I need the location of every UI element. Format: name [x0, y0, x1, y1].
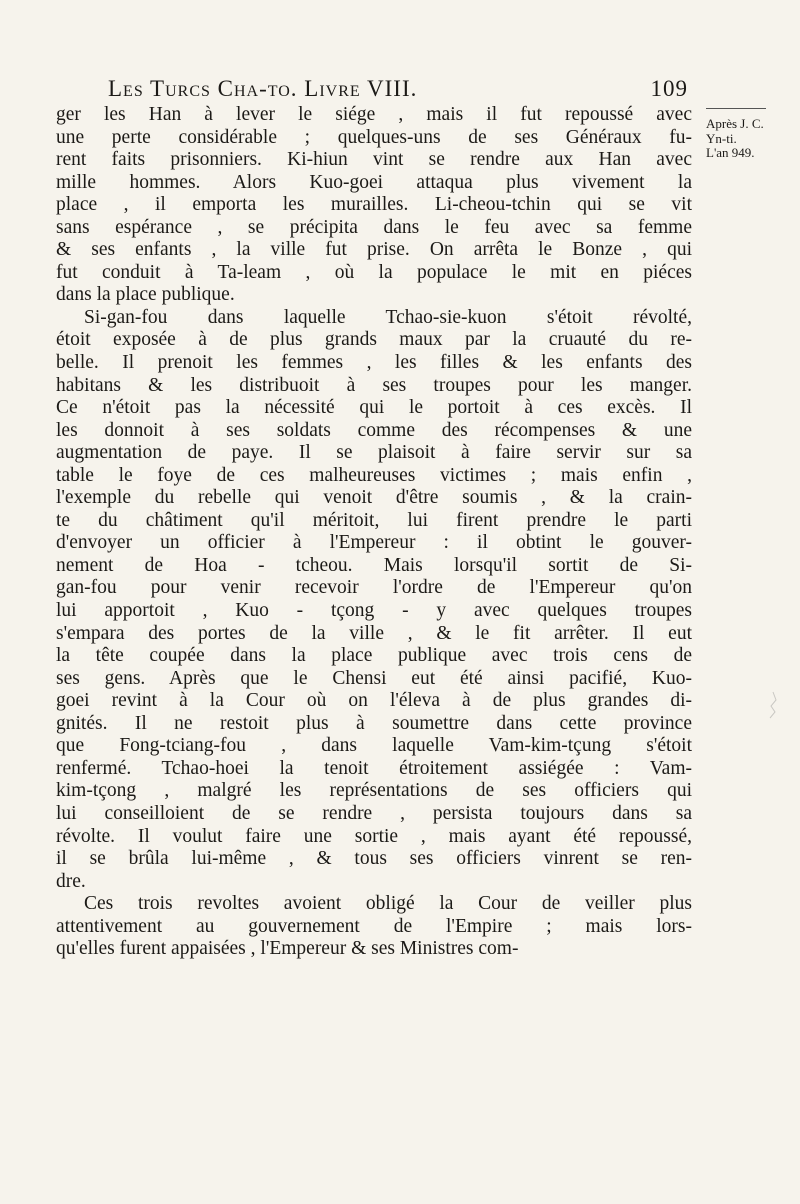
text-line: table le foye de ces malheureuses victimes ; mais enfin , — [56, 464, 692, 486]
text-line: renfermé. Tchao-hoei la tenoit étroitement assiégée : Vam- — [56, 757, 692, 779]
text-line: la tête coupée dans la place publique avec trois cens de — [56, 645, 692, 667]
text-line: d'envoyer un officier à l'Empereur : il obtint le gouver- — [56, 532, 692, 554]
text-line: habitans & les distribuoit à ses troupes pour les manger. — [56, 374, 692, 396]
text-line: augmentation de paye. Il se plaisoit à faire servir sur sa — [56, 442, 692, 464]
text-line: Ce n'étoit pas la nécessité qui le portoit à ces excès. Il — [56, 397, 692, 419]
text-line: les donnoit à ses soldats comme des récompenses & une — [56, 419, 692, 441]
text-line: une perte considérable ; quelques-uns de ses Généraux fu- — [56, 126, 692, 148]
text-line: qu'elles furent appaisées , l'Empereur & ses Ministres com- — [56, 938, 519, 960]
text-line: s'empara des portes de la ville , & le fit arrêter. Il eut — [56, 622, 692, 644]
text-line: place , il emporta les murailles. Li-cheou-tchin qui se vit — [56, 194, 692, 216]
margin-note-line: L'an 949. — [706, 145, 755, 160]
ink-smudge — [764, 690, 782, 720]
text-line: belle. Il prenoit les femmes , les filles & les enfants des — [56, 352, 692, 374]
text-line: mille hommes. Alors Kuo-goei attaqua plus vivement la — [56, 171, 692, 193]
text-line: fut conduit à Ta-leam , où la populace le mit en piéces — [56, 261, 692, 283]
text-line: étoit exposée à de plus grands maux par la cruauté du re- — [56, 329, 692, 351]
text-line: ger les Han à lever le siége , mais il fut repoussé avec — [56, 104, 692, 125]
text-line: rent faits prisonniers. Ki-hiun vint se rendre aux Han avec — [56, 149, 692, 171]
text-line: gnités. Il ne restoit plus à soumettre dans cette province — [56, 712, 692, 734]
text-line: sans espérance , se précipita dans le feu avec sa femme — [56, 216, 692, 238]
text-line: goei revint à la Cour où on l'éleva à de plus grandes di- — [56, 690, 692, 712]
margin-note-line: Yn-ti. — [706, 130, 737, 146]
text-line: Si-gan-fou dans laquelle Tchao-sie-kuon s'étoit révolté, — [84, 306, 692, 328]
running-head — [108, 76, 688, 102]
text-line: te du châtiment qu'il méritoit, lui firent prendre le parti — [56, 509, 692, 531]
text-line: révolte. Il voulut faire une sortie , mais ayant été repoussé, — [56, 825, 692, 847]
text-line: & ses enfants , la ville fut prise. On arrêta le Bonze , qui — [56, 239, 692, 261]
text-line: l'exemple du rebelle qui venoit d'être soumis , & la crain- — [56, 487, 692, 509]
margin-rule — [706, 108, 766, 109]
running-title: Les Turcs Cha-to. Livre VIII. — [108, 76, 418, 101]
margin-note-line: Après J. C. — [706, 116, 764, 131]
text-line: kim-tçong , malgré les représentations de ses officiers qui — [56, 780, 692, 802]
body-text — [56, 104, 692, 961]
text-line: nement de Hoa - tcheou. Mais lorsqu'il sortit de Si- — [56, 554, 692, 576]
text-line: ses gens. Après que le Chensi eut été ainsi pacifié, Kuo- — [56, 667, 692, 689]
margin-note — [706, 108, 796, 161]
text-line: il se brûla lui-même , & tous ses officiers vinrent se ren- — [56, 848, 692, 870]
text-line: gan-fou pour venir recevoir l'ordre de l'Empereur qu'on — [56, 577, 692, 599]
text-line: lui conseilloient de se rendre , persista toujours dans sa — [56, 802, 692, 824]
page-number: 109 — [650, 76, 688, 101]
text-line: lui apportoit , Kuo - tçong - y avec quelques troupes — [56, 600, 692, 622]
text-line: attentivement au gouvernement de l'Empire ; mais lors- — [56, 915, 692, 937]
text-line: que Fong-tciang-fou , dans laquelle Vam-kim-tçung s'étoit — [56, 735, 692, 757]
text-line: Ces trois revoltes avoient obligé la Cour de veiller plus — [84, 893, 692, 915]
text-line: dre. — [56, 870, 86, 892]
text-line: dans la place publique. — [56, 284, 235, 306]
